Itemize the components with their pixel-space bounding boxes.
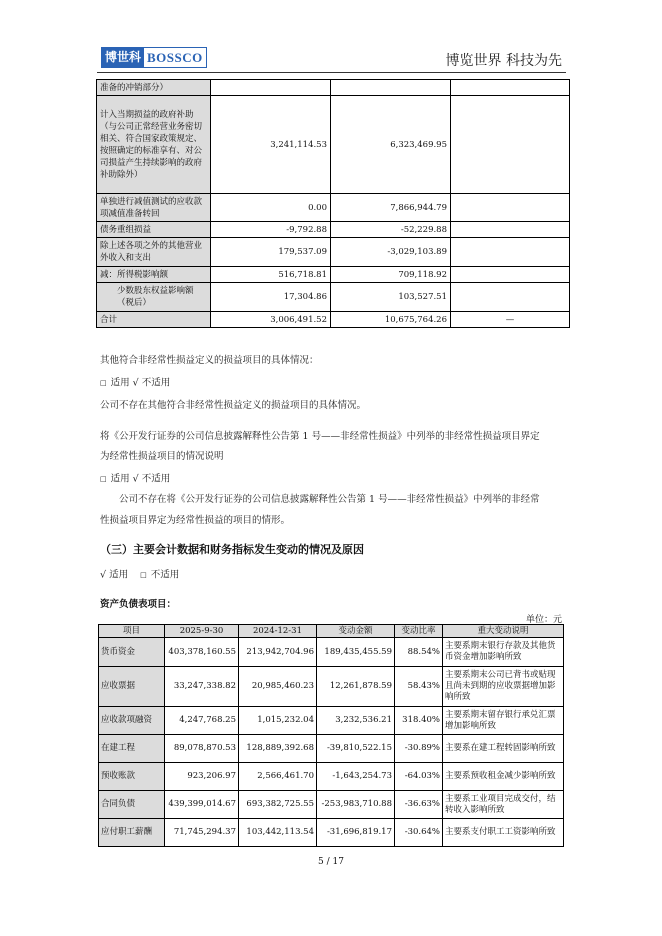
table-row: 在建工程 89,078,870.53 128,889,392.68 -39,810,522.15 -30.89% 主要系在建工程转固影响所致	[99, 735, 564, 763]
page-number: 5 / 17	[318, 857, 344, 867]
option-line: □ 适用 √ 不适用	[100, 473, 171, 485]
header-divider	[97, 72, 566, 73]
row-label: 债务重组损益	[97, 222, 211, 238]
subsection-title: 资产负债表项目：	[100, 599, 177, 610]
table-row	[97, 80, 570, 96]
row-label: 准备的冲销部分）	[97, 80, 211, 96]
option-line: √ 适用 □ 不适用	[100, 569, 180, 581]
table-row: 应收款项融资 4,247,768.25 1,015,232.04 3,232,536.21 318.40% 主要系期末留存银行承兑汇票增加影响所致	[99, 707, 564, 735]
row-label: 除上述各项之外的其他营业外收入和支出	[97, 238, 211, 267]
company-logo	[101, 47, 207, 68]
table-header-row: 项目 2025-9-30 2024-12-31 变动金额 变动比率 重大变动说明	[99, 625, 564, 638]
table-row: 债务重组损益 -9,792.88 -52,229.88	[97, 222, 570, 238]
row-label: 计入当期损益的政府补助（与公司正常经营业务密切相关、符合国家政策规定、按照确定的标准享有、对公司损益产生持续影响的政府补助除外）	[97, 96, 211, 194]
table-row: 除上述各项之外的其他营业外收入和支出 179,537.09 -3,029,103.89	[97, 238, 570, 267]
paragraph: 其他符合非经常性损益定义的损益项目的具体情况：	[100, 355, 319, 366]
balance-sheet-table	[98, 624, 564, 847]
table-row: 预收账款 923,206.97 2,566,461.70 -1,643,254.73 -64.03% 主要系预收租金减少影响所致	[99, 763, 564, 791]
table-row: 计入当期损益的政府补助（与公司正常经营业务密切相关、符合国家政策规定、按照确定的标准享有、对公司损益产生持续影响的政府补助除外） 3,241,114.53 6,323,469.95	[97, 96, 570, 194]
header-slogan: 博览世界 科技为先	[445, 53, 562, 69]
table-row: 应付职工薪酬 71,745,294.37 103,442,113.54 -31,696,819.17 -30.64% 主要系支付职工工资影响所致	[99, 819, 564, 847]
option-line: □ 适用 √ 不适用	[100, 377, 171, 389]
checkbox-icon: □	[100, 475, 107, 483]
row-label: 减：所得税影响额	[97, 267, 211, 283]
table-row: 少数股东权益影响额（税后） 17,304.86 103,527.51	[97, 283, 570, 312]
row-label: 合计	[97, 312, 211, 328]
checkbox-icon: □	[140, 571, 147, 579]
logo-cn: 博世科	[102, 48, 144, 67]
table-row: 应收票据 33,247,338.82 20,985,460.23 12,261,878.59 58.43% 主要系期末公司已背书或贴现且尚未到期的应收票据增加影响所致	[99, 667, 564, 707]
non-recurring-table	[96, 79, 570, 328]
checkbox-icon: □	[100, 379, 107, 387]
table-row: 减：所得税影响额 516,718.81 709,118.92	[97, 267, 570, 283]
row-label: 少数股东权益影响额（税后）	[97, 283, 211, 312]
table-row: 单独进行减值测试的应收款项减值准备转回 0.00 7,866,944.79	[97, 194, 570, 222]
section-title: （三）主要会计数据和财务指标发生变动的情况及原因	[100, 543, 364, 556]
paragraph: 公司不存在其他符合非经常性损益定义的损益项目的具体情况。	[100, 400, 367, 411]
paragraph: 公司不存在将《公开发行证券的公司信息披露解释性公告第 1 号——非经常性损益》中列举的非经常	[119, 494, 540, 505]
table-row: 货币资金 403,378,160.55 213,942,704.96 189,435,455.59 88.54% 主要系期末银行存款及其他货币资金增加影响所致	[99, 638, 564, 667]
logo-en: BOSSCO	[144, 48, 206, 67]
table-row: 合同负债 439,399,014.67 693,382,725.55 -253,983,710.88 -36.63% 主要系工业项目完成交付，结转收入影响所致	[99, 791, 564, 819]
row-label: 单独进行减值测试的应收款项减值准备转回	[97, 194, 211, 222]
unit-label: 单位：元	[525, 615, 562, 625]
table-row: 合计 3,006,491.52 10,675,764.26 —	[97, 312, 570, 328]
paragraph: 性损益项目界定为经常性损益的项目的情形。	[100, 515, 291, 526]
paragraph: 为经常性损益项目的情况说明	[100, 451, 224, 462]
paragraph: 将《公开发行证券的公司信息披露解释性公告第 1 号——非经常性损益》中列举的非经常性损益项目界定	[100, 431, 540, 442]
